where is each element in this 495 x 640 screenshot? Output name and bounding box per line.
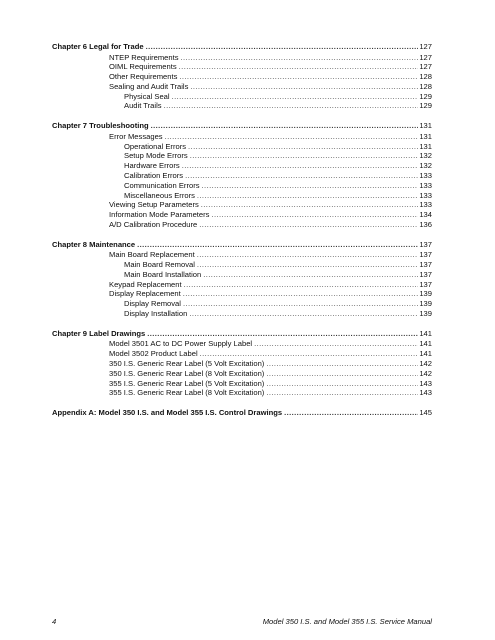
toc-entry-label: Physical Seal <box>124 91 170 101</box>
toc-page-number: 141 <box>419 339 432 349</box>
footer-manual-title: Model 350 I.S. and Model 355 I.S. Service Manual <box>262 617 432 626</box>
toc-chapter-title: Chapter 9 Label Drawings <box>52 328 146 338</box>
toc-entry-label: Viewing Setup Parameters <box>109 200 199 210</box>
dot-leader <box>137 240 418 251</box>
dot-leader <box>182 161 419 171</box>
toc-entry[interactable] <box>52 289 432 299</box>
toc-page-number: 139 <box>419 309 432 319</box>
dot-leader <box>146 42 419 53</box>
toc-chapter-heading[interactable] <box>52 42 432 53</box>
toc-chapter-title: Appendix A: Model 350 I.S. and Model 355 I.S. Control Drawings <box>52 408 283 418</box>
toc-entry[interactable] <box>52 280 432 290</box>
dot-leader <box>181 53 419 63</box>
toc-entry-label: 355 I.S. Generic Rear Label (5 Volt Excitation) <box>109 378 265 388</box>
toc-page-number: 137 <box>419 239 432 249</box>
toc-entry-label: Main Board Removal <box>124 260 195 270</box>
toc-page-number: 137 <box>419 269 432 279</box>
toc-entry-label: 350 I.S. Generic Rear Label (5 Volt Excitation) <box>109 358 265 368</box>
dot-leader <box>190 151 419 161</box>
dot-leader <box>189 309 418 319</box>
toc-entry[interactable] <box>52 369 432 379</box>
toc-page-number: 141 <box>419 349 432 359</box>
toc-chapter-title: Chapter 8 Maintenance <box>52 239 136 249</box>
dot-leader <box>183 289 419 299</box>
toc-page-number: 134 <box>419 210 432 220</box>
toc-page-number: 129 <box>419 91 432 101</box>
toc-entry-label: Calibration Errors <box>124 170 184 180</box>
toc-page-number: 131 <box>419 121 432 131</box>
toc-section-chapter-9 <box>52 329 432 398</box>
toc-entry[interactable] <box>52 250 432 260</box>
toc-subentry[interactable] <box>52 151 432 161</box>
toc-section-chapter-6 <box>52 42 432 111</box>
toc-section-chapter-8 <box>52 240 432 319</box>
toc-subentry[interactable] <box>52 171 432 181</box>
footer-page-number: 4 <box>52 617 57 626</box>
dot-leader <box>184 280 419 290</box>
toc-entry-label: 355 I.S. Generic Rear Label (8 Volt Excitation) <box>109 388 265 398</box>
toc-page-number: 133 <box>419 190 432 200</box>
toc-entry[interactable] <box>52 132 432 142</box>
toc-page-number: 128 <box>419 72 432 82</box>
dot-leader <box>165 132 419 142</box>
dot-leader <box>197 191 418 201</box>
toc-entry[interactable] <box>52 349 432 359</box>
toc-page-number: 145 <box>419 408 432 418</box>
toc-page-number: 133 <box>419 200 432 210</box>
dot-leader <box>179 62 419 72</box>
toc-entry[interactable] <box>52 388 432 398</box>
toc-page-number: 127 <box>419 62 432 72</box>
toc-chapter-title: Chapter 7 Troubleshooting <box>52 121 149 131</box>
toc-entry[interactable] <box>52 210 432 220</box>
toc-entry-label: Information Mode Parameters <box>109 210 210 220</box>
toc-page-number: 128 <box>419 81 432 91</box>
toc-subentry[interactable] <box>52 92 432 102</box>
toc-entry[interactable] <box>52 200 432 210</box>
toc-page-number: 132 <box>419 151 432 161</box>
dot-leader <box>266 359 418 369</box>
toc-entry-label: Hardware Errors <box>124 161 180 171</box>
dot-leader <box>200 349 419 359</box>
toc-page-number: 141 <box>419 328 432 338</box>
table-of-contents <box>52 42 432 429</box>
toc-entry-label: Main Board Replacement <box>109 250 195 260</box>
toc-entry-label: Sealing and Audit Trails <box>109 81 189 91</box>
toc-entry-label: Error Messages <box>109 131 163 141</box>
dot-leader <box>172 92 419 102</box>
toc-subentry[interactable] <box>52 270 432 280</box>
toc-subentry[interactable] <box>52 260 432 270</box>
dot-leader <box>201 200 419 210</box>
dot-leader <box>266 388 418 398</box>
toc-entry-label: Main Board Installation <box>124 269 202 279</box>
toc-chapter-heading[interactable] <box>52 329 432 340</box>
dot-leader <box>266 379 418 389</box>
toc-entry[interactable] <box>52 82 432 92</box>
toc-entry-label: A/D Calibration Procedure <box>109 219 198 229</box>
dot-leader <box>284 408 418 419</box>
dot-leader <box>188 142 418 152</box>
toc-entry-label: Other Requirements <box>109 72 178 82</box>
toc-page-number: 127 <box>419 52 432 62</box>
toc-page-number: 143 <box>419 388 432 398</box>
toc-page-number: 137 <box>419 260 432 270</box>
toc-page-number: 127 <box>419 42 432 51</box>
toc-subentry[interactable] <box>52 181 432 191</box>
toc-subentry[interactable] <box>52 191 432 201</box>
toc-page-number: 131 <box>419 141 432 151</box>
dot-leader <box>179 72 418 82</box>
toc-entry-label: Model 3501 AC to DC Power Supply Label <box>109 339 253 349</box>
dot-leader <box>147 329 418 340</box>
toc-entry[interactable] <box>52 379 432 389</box>
toc-page-number: 136 <box>419 219 432 229</box>
dot-leader <box>185 171 418 181</box>
toc-subentry[interactable] <box>52 299 432 309</box>
toc-entry-label: Setup Mode Errors <box>124 151 188 161</box>
dot-leader <box>151 121 419 132</box>
toc-page-number: 129 <box>419 101 432 111</box>
toc-entry-label: Display Replacement <box>109 289 181 299</box>
toc-subentry[interactable] <box>52 142 432 152</box>
toc-entry[interactable] <box>52 62 432 72</box>
toc-entry-label: Keypad Replacement <box>109 279 182 289</box>
toc-subentry[interactable] <box>52 161 432 171</box>
toc-entry-label: Communication Errors <box>124 180 200 190</box>
toc-page-number: 137 <box>419 250 432 260</box>
dot-leader <box>211 210 418 220</box>
toc-entry[interactable] <box>52 359 432 369</box>
dot-leader <box>254 339 418 349</box>
toc-section-chapter-7 <box>52 121 432 229</box>
page-footer <box>52 617 432 626</box>
toc-entry-label: Audit Trails <box>124 101 162 111</box>
dot-leader <box>199 220 418 230</box>
dot-leader <box>197 250 419 260</box>
toc-entry-label: OIML Requirements <box>109 62 177 72</box>
toc-page-number: 131 <box>419 131 432 141</box>
toc-subentry[interactable] <box>52 309 432 319</box>
toc-entry-label: Display Installation <box>124 309 188 319</box>
toc-page-number: 142 <box>419 358 432 368</box>
toc-entry[interactable] <box>52 72 432 82</box>
toc-page-number: 132 <box>419 161 432 171</box>
dot-leader <box>266 369 418 379</box>
toc-page-number: 139 <box>419 299 432 309</box>
dot-leader <box>183 299 418 309</box>
toc-chapter-title: Chapter 6 Legal for Trade <box>52 42 144 51</box>
dot-leader <box>203 270 418 280</box>
toc-chapter-heading[interactable] <box>52 240 432 251</box>
toc-page-number: 133 <box>419 180 432 190</box>
toc-entry-label: Display Removal <box>124 299 181 309</box>
dot-leader <box>164 101 419 111</box>
toc-entry[interactable] <box>52 339 432 349</box>
toc-chapter-heading[interactable] <box>52 408 432 419</box>
toc-subentry[interactable] <box>52 101 432 111</box>
toc-page-number: 137 <box>419 279 432 289</box>
toc-entry-label: NTEP Requirements <box>109 52 179 62</box>
toc-entry[interactable] <box>52 220 432 230</box>
toc-page-number: 133 <box>419 170 432 180</box>
toc-page-number: 143 <box>419 378 432 388</box>
toc-entry-label: Model 3502 Product Label <box>109 349 198 359</box>
toc-section-appendix-a <box>52 408 432 419</box>
toc-page-number: 139 <box>419 289 432 299</box>
toc-page-number: 142 <box>419 368 432 378</box>
toc-entry-label: Operational Errors <box>124 141 187 151</box>
toc-chapter-heading[interactable] <box>52 121 432 132</box>
toc-entry[interactable] <box>52 53 432 63</box>
toc-entry-label: Miscellaneous Errors <box>124 190 195 200</box>
dot-leader <box>197 260 418 270</box>
dot-leader <box>190 82 418 92</box>
dot-leader <box>202 181 419 191</box>
toc-entry-label: 350 I.S. Generic Rear Label (8 Volt Excitation) <box>109 368 265 378</box>
